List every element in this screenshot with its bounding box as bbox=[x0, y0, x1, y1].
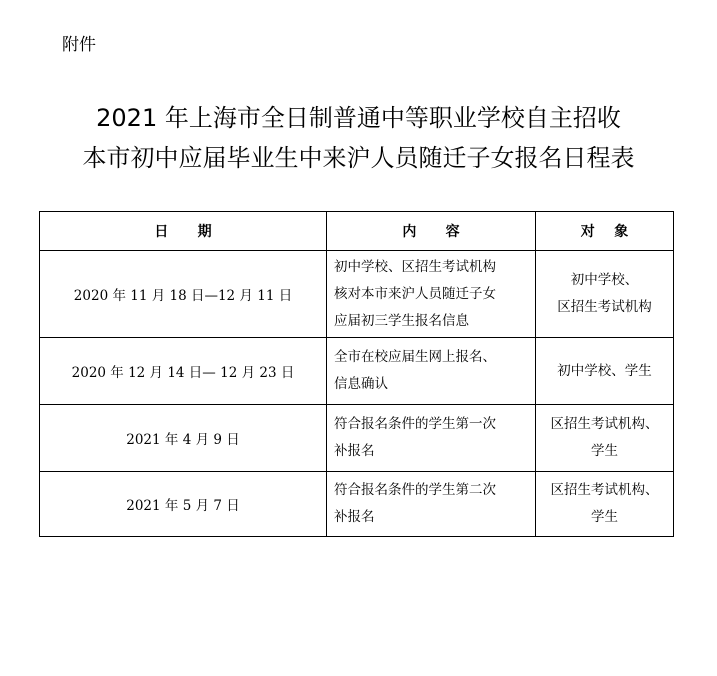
row-date: 2021 年 5 月 7 日 bbox=[40, 472, 327, 537]
row-date: 2020 年 12 月 14 日— 12 月 23 日 bbox=[40, 338, 327, 405]
table-header-row bbox=[40, 212, 674, 251]
table-row bbox=[40, 472, 674, 537]
row-target: 初中学校、 区招生考试机构 bbox=[536, 251, 674, 338]
row-content: 初中学校、区招生考试机构 核对本市来沪人员随迁子女 应届初三学生报名信息 bbox=[327, 251, 536, 338]
header-date: 日 期 bbox=[40, 212, 327, 251]
table-row bbox=[40, 251, 674, 338]
row-content: 符合报名条件的学生第二次 补报名 bbox=[327, 472, 536, 537]
row-target: 区招生考试机构、 学生 bbox=[536, 405, 674, 472]
header-target: 对 象 bbox=[536, 212, 674, 251]
document-title-line-1: 2021 年上海市全日制普通中等职业学校自主招收 bbox=[96, 104, 621, 132]
attachment-label: 附件 bbox=[62, 35, 96, 55]
row-date: 2020 年 11 月 18 日—12 月 11 日 bbox=[40, 251, 327, 338]
row-target: 初中学校、学生 bbox=[536, 338, 674, 405]
document-title-line-2: 本市初中应届毕业生中来沪人员随迁子女报名日程表 bbox=[82, 144, 635, 172]
row-content: 全市在校应届生网上报名、 信息确认 bbox=[327, 338, 536, 405]
row-target: 区招生考试机构、 学生 bbox=[536, 472, 674, 537]
table-row bbox=[40, 338, 674, 405]
header-content: 内 容 bbox=[327, 212, 536, 251]
schedule-table bbox=[39, 211, 674, 537]
row-date: 2021 年 4 月 9 日 bbox=[40, 405, 327, 472]
row-content: 符合报名条件的学生第一次 补报名 bbox=[327, 405, 536, 472]
table-row bbox=[40, 405, 674, 472]
